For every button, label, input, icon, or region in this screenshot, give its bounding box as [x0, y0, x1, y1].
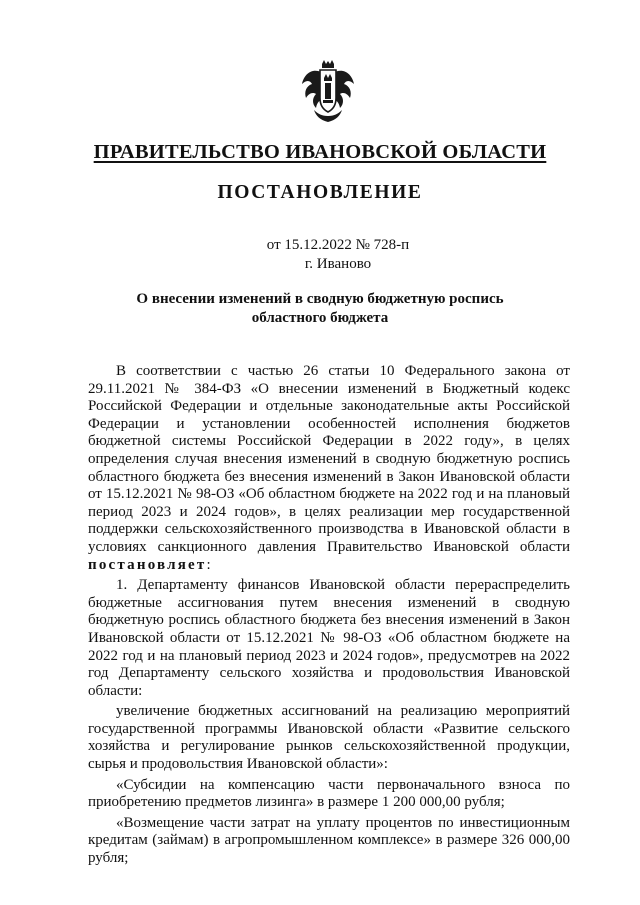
paragraph-interest-compensation: «Возмещение части затрат на уплату процентов по инвестиционным кредитам (займам) в агропромышленном комплексе» в размере 326 000,00 рубля; — [88, 814, 570, 867]
title-line-1: О внесении изменений в сводную бюджетную роспись — [136, 291, 504, 307]
title-line-2: областного бюджета — [251, 310, 389, 326]
city: г. Иваново — [304, 256, 372, 272]
organization-name — [0, 141, 640, 164]
paragraph-preamble — [88, 363, 570, 574]
preamble-end: : — [206, 556, 211, 573]
document-type: ПОСТАНОВЛЕНИЕ — [217, 182, 423, 203]
coat-of-arms-icon — [300, 60, 356, 124]
paragraph-item-1: 1. Департаменту финансов Ивановской области перераспределить бюджетные ассигнования путем внесения изменений в сводную бюджетную роспись областного бюджета без внесения изменений в Закон Ивановской области от 15.12.2021 № 98-ОЗ «Об областном бюджете на 2022 год и на плановый период 2023 и 2024 годов», предусмотрев на 2022 год Департаменту сельского хозяйства и продовольствия Ивановской области: — [88, 577, 570, 699]
document-meta — [0, 236, 640, 274]
paragraph-increase: увеличение бюджетных ассигнований на реализацию мероприятий государственной программы Ивановской области «Развитие сельского хозяйства и регулирование рынков сельскохозяйственной продукции, сырья и продовольствия Ивановской области»: — [88, 703, 570, 773]
date-and-number: от 15.12.2022 № 728-п — [266, 237, 410, 253]
organization-name-text: ПРАВИТЕЛЬСТВО ИВАНОВСКОЙ ОБЛАСТИ — [93, 141, 547, 163]
paragraph-subsidy-leasing: «Субсидии на компенсацию части первоначального взноса по приобретению предметов лизинга» в размере 1 200 000,00 рубля; — [88, 776, 570, 811]
document-title — [0, 290, 640, 328]
preamble-text: В соответствии с частью 26 статьи 10 Федерального закона от 29.11.2021 № 384-ФЗ «О внесении изменений в Бюджетный кодекс Российской Федерации и отдельные законодательные акты Российской Федерации и установлении особенностей исполнения бюджетов бюджетной системы Российской Федерации в 2022 году», в целях определения случая внесения изменений в сводную бюджетную роспись областного бюджета без внесения изменений в Закон Ивановской области от 15.12.2021 № 98-ОЗ «Об областном бюджете на 2022 год и на плановый период 2023 и 2024 годов», в целях реализации мер государственной поддержки сельскохозяйственного производства в Ивановской области в условиях санкционного давления Правительство Ивановской области — [88, 363, 570, 555]
document-body — [88, 363, 570, 868]
resolves-keyword: постановляет — [88, 556, 207, 573]
